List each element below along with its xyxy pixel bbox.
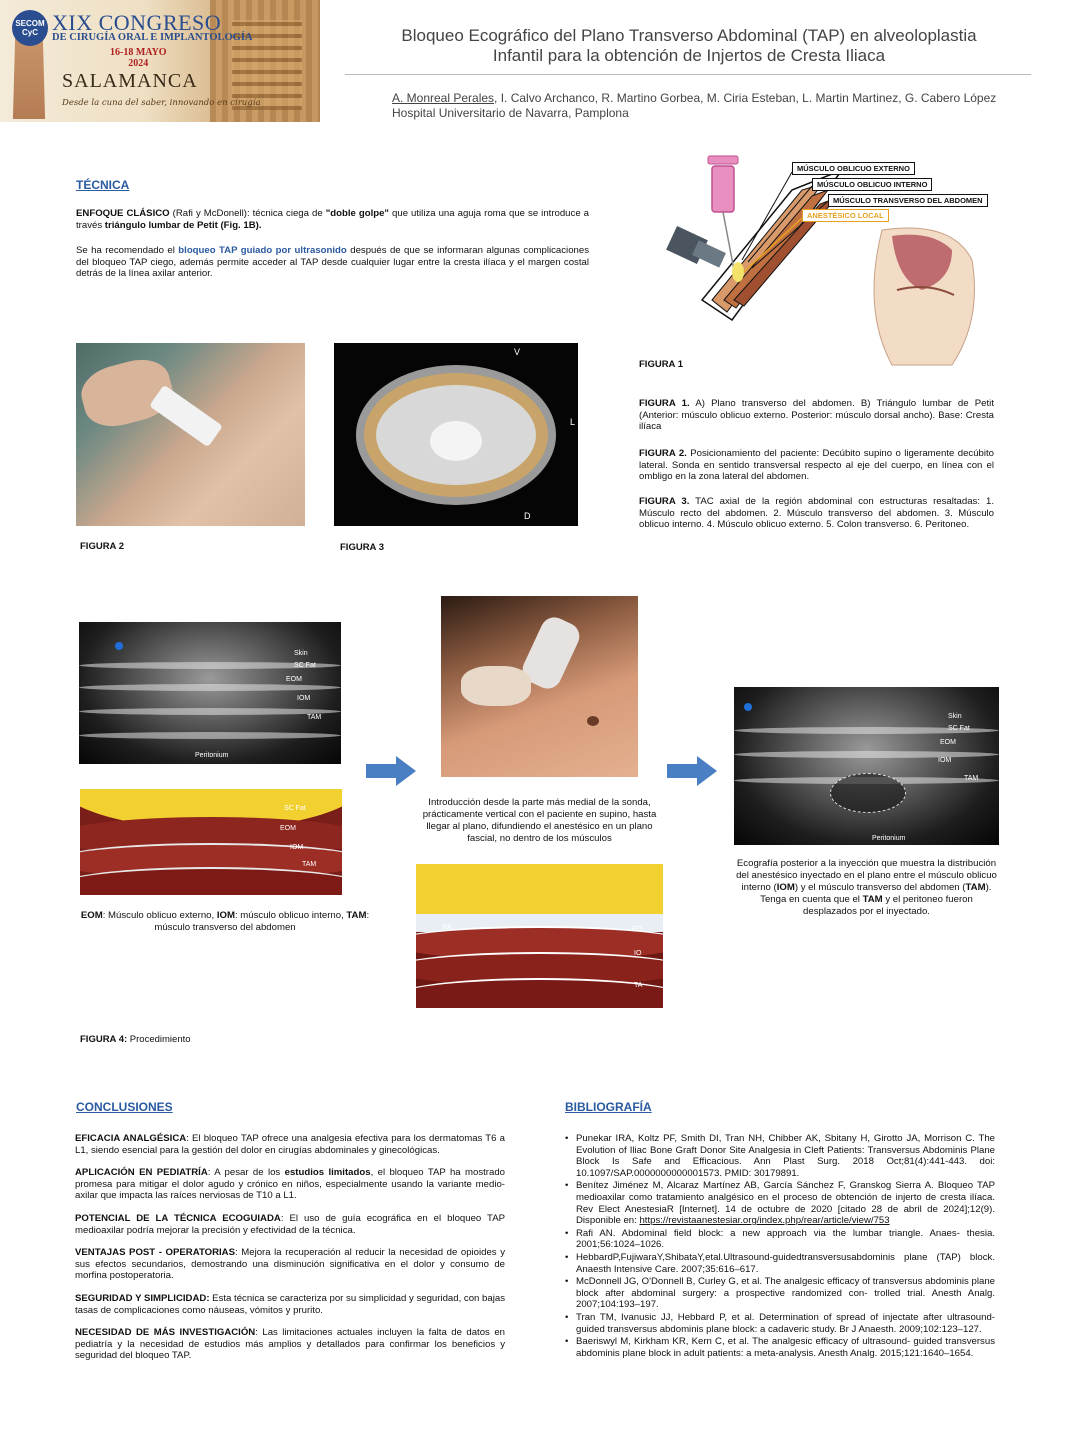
congress-city: SALAMANCA: [62, 70, 198, 92]
conclusion-text: : A pesar de los: [207, 1167, 285, 1179]
figure-2-photo: [76, 343, 305, 526]
reference-item: [565, 1336, 995, 1359]
ct-mark-l: L: [570, 417, 576, 427]
figure-3-ct-scan: [334, 343, 578, 526]
us-label-eom: EOM: [286, 676, 302, 683]
tecnica-p2-text2: después de que se informaran algunas complicaciones del bloqueo TAP ciego, además permite acceder al TAP desde cualquier lugar entre la cresta ilíaca y el margen costal detrás de la línea axilar anterior.: [76, 245, 589, 280]
reference-text: HebbardP,FujiwaraY,ShibataY,etal.Ultrasound-guidedtransversusabdominis plane (TAP) block. Anaesth Intensive Care. 2007;35:616–617.: [576, 1251, 995, 1275]
layer-fat: [416, 864, 663, 914]
other-authors: , I. Calvo Archanco, R. Martino Gorbea, M. Ciria Esteban, L. Martin Martinez, G. Cabero López: [494, 91, 997, 105]
bullet: •: [565, 1311, 569, 1323]
tecnica-p1-bold: ENFOQUE CLÁSICO: [76, 208, 170, 219]
affiliation: Hospital Universitario de Navarra, Pamplona: [392, 106, 629, 120]
bullet: •: [565, 1276, 569, 1288]
conclusion-item: [75, 1167, 505, 1202]
reference-text: McDonnell JG, O'Donnell B, Curley G, et al. The analgesic efficacy of transversus abdominis plane block after abdominal surgery: a prospective randomized con- trolled trial. Anesth Analg. 2007;104:193–197.: [576, 1276, 995, 1311]
gloved-hand: [461, 666, 531, 706]
bullet: •: [565, 1227, 569, 1239]
conclusion-item: [75, 1247, 505, 1282]
conclusion-text: : El bloqueo TAP ofrece una analgesia efectiva para los dermatomas T6 a L1, siendo esencial para la gestión del dolor en cirugías abdominales y ginecológicas.: [75, 1133, 506, 1156]
tecnica-p1-bold2: "doble golpe": [325, 208, 389, 219]
reference-link[interactable]: https://revistaanestesiar.org/index.php/rear/article/view/753: [639, 1215, 890, 1227]
conclusion-bold: NECESIDAD DE MÁS INVESTIGACIÓN: [75, 1327, 256, 1339]
conclusion-text: : El uso de guía ecográfica en el bloqueo TAP medioaxilar podría mejorar la precisión y efectividad de la técnica.: [75, 1212, 505, 1236]
bullet: •: [565, 1336, 569, 1348]
legend-eom-text: : Músculo oblicuo externo,: [102, 910, 217, 921]
bullet: •: [565, 1180, 569, 1192]
reference-item: [565, 1252, 995, 1275]
anat2-label-ra: RA: [442, 924, 452, 931]
us-label-iom: IOM: [297, 695, 311, 702]
tecnica-p1-bold3: triángulo lumbar de Petit: [104, 219, 218, 231]
poster-title-line1: Bloqueo Ecográfico del Plano Transverso Abdominal (TAP) en alveoloplastia: [401, 26, 977, 45]
congress-subtitle: DE CIRUGÍA ORAL E IMPLANTOLOGÍA: [52, 32, 253, 43]
us-band: [79, 684, 341, 691]
anat2-label-eo: EO: [632, 926, 643, 933]
layer-tam: [80, 867, 342, 895]
post-cap-tam: TAM: [965, 882, 986, 893]
injection-caption: Introducción desde la parte más medial de la sonda, prácticamente vertical con el paciente en supino, hasta llegar al plano, difundiendo el anestésico en un plano fascial, no dentro de los músculos: [422, 797, 657, 844]
post-cap-iom: IOM: [776, 882, 795, 893]
figure-3-caption-bold: FIGURA 3.: [639, 496, 690, 507]
ct-mark-d: D: [524, 511, 531, 521]
reference-item: [565, 1276, 995, 1311]
reference-text: Baeriswyl M, Kirkham KR, Kern C, et al. The analgesic efficacy of ultrasound- guided transversus abdominis plane block in adult patients: a meta-analysis. Anesth Analg. 2015;121:1640–1654.: [576, 1336, 995, 1359]
anatomy-layers-1: [80, 789, 342, 895]
legend-iom-abbr: IOM: [216, 910, 235, 921]
conclusion-bold: SEGURIDAD Y SIMPLICIDAD:: [75, 1292, 210, 1304]
conclusion-text2: , el bloqueo TAP ha mostrado promesa para mitigar el dolor agudo y crónico en niños, especialmente usando la variante medio-axilar que impacta las raíces nerviosas de T10 a L1.: [75, 1167, 506, 1202]
congress-banner: [0, 0, 320, 122]
ct-mark-v: V: [514, 347, 521, 357]
tecnica-p1-text2: que utiliza una aguja roma que se introduce a través: [76, 208, 590, 231]
title-divider: [345, 74, 1031, 75]
reference-text: Benítez Jiménez M, Alcaraz Martínez AB, García Sánchez F, Granskog Sierra A. Bloqueo TAP medioaxilar como tratamiento analgésico en el proceso de obtención de injerto de cresta ilíaca. Rev Elect AnestesiaR [Internet]. 14 de octubre de 2020 [citado 28 de abril de 2024];12(9). Disponible en:: [576, 1180, 995, 1227]
bibliografia-list: [565, 1133, 995, 1359]
us-marker-dot: [115, 642, 123, 650]
figure-1-caption-text: A) Plano transverso del abdomen. B) Triángulo lumbar de Petit (Anterior: músculo oblicuo externo. Posterior: músculo dorsal ancho). Base: Cresta ilíaca: [639, 398, 994, 433]
legend-eom-abbr: EOM: [80, 910, 103, 921]
tecnica-heading: TÉCNICA: [76, 178, 130, 192]
conclusiones-list: [75, 1133, 505, 1362]
us2-label-skin: Skin: [948, 713, 962, 720]
post-cap-c: ) y el músculo transverso del abdomen (: [794, 882, 966, 893]
bibliografia-heading: BIBLIOGRAFÍA: [565, 1100, 652, 1114]
conclusion-bold: VENTAJAS POST - OPERATORIAS: [75, 1247, 236, 1259]
us-label-skin: Skin: [294, 650, 308, 657]
first-author: A. Monreal Perales: [392, 91, 495, 105]
post-cap-g: y el peritoneo fueron desplazados por el inyectado.: [803, 894, 973, 917]
bullet: •: [565, 1251, 569, 1263]
congress-motto: Desde la cuna del saber, innovando en cirugía: [62, 98, 261, 108]
society-logo-text: SECOM CyC: [15, 19, 45, 37]
injectate-pocket: [830, 773, 906, 813]
congress-dates-days: 16-18 MAYO: [110, 47, 167, 58]
right-arrow-icon: [667, 756, 717, 786]
figure-3-caption-text: TAC axial de la región abdominal con estructuras resaltadas: 1. Músculo recto del abdomen. 2. Músculo transverso del abdomen. 3. Músculo oblicuo interno. 4. Músculo oblicuo externo. 5. Colon transverso. 6. Peritoneo.: [639, 496, 994, 531]
conclusion-item: [75, 1133, 505, 1156]
post-cap-tam2: TAM: [862, 894, 883, 905]
conclusion-item: [75, 1327, 505, 1362]
reference-text: Tran TM, Ivanusic JJ, Hebbard P, et al. Determination of spread of injectate after ultrasound-guided transversus abdominis plane block: a cadaveric study. Br J Anaesth. 2009;102:123–127.: [576, 1311, 995, 1335]
tecnica-paragraph-1: [76, 208, 589, 231]
bullet: •: [565, 1133, 569, 1144]
label-anestesico-local: ANESTÉSICO LOCAL: [802, 209, 889, 222]
right-arrow-icon: [366, 756, 416, 786]
congress-dates-year: 2024: [128, 58, 149, 69]
figure-1-caption: [639, 398, 994, 433]
anat-label-eom: EOM: [280, 825, 296, 832]
anat2-label-ta: TA: [634, 982, 643, 989]
label-oblicuo-interno: MÚSCULO OBLICUO INTERNO: [812, 178, 932, 191]
navel: [587, 716, 599, 726]
us2-label-tam: TAM: [964, 775, 979, 782]
us2-label-peritonium: Peritonium: [872, 835, 906, 842]
figure-3-caption: [639, 496, 994, 531]
us-marker-dot: [744, 703, 752, 711]
us-label-peritonium: Peritonium: [195, 752, 229, 759]
tecnica-p1-ref: (Fig. 1B).: [217, 219, 262, 231]
figure-1-label: FIGURA 1: [639, 359, 683, 370]
reference-text: Rafi AN. Abdominal field block: a new approach via the lumbar triangle. Anaes- thesia. 2001;56:1024–1026.: [576, 1227, 995, 1251]
us-label-tam: TAM: [307, 714, 322, 721]
tecnica-paragraph-2: [76, 245, 589, 280]
poster-title: [345, 26, 1033, 66]
post-cap-a: Ecografía posterior a la inyección que muestra la distribución del anestésico inyectado en el plano entre el músculo oblicuo interno (: [736, 858, 997, 893]
anat-label-iom: IOM: [290, 844, 304, 851]
reference-item: [565, 1312, 995, 1335]
us-band: [734, 751, 999, 758]
authors-line: [392, 91, 1032, 106]
us2-label-iom: IOM: [938, 757, 952, 764]
us-band: [79, 732, 341, 739]
anat2-label-io: IO: [634, 950, 642, 957]
legend-iom-text: : músculo oblicuo interno,: [234, 910, 347, 921]
conclusion-text: : Las limitaciones actuales incluyen la falta de datos en pediatría y la necesidad de estudios más amplios y detallados para confirmar los beneficios y seguridad del bloqueo TAP.: [75, 1327, 505, 1362]
ct-spine: [430, 421, 482, 461]
figure-1-caption-bold: FIGURA 1.: [639, 398, 690, 409]
anatomy-layers-2: [416, 864, 663, 1008]
figure-4-legend: [80, 910, 370, 934]
us-band: [79, 708, 341, 715]
figure-2-caption: [639, 448, 994, 483]
poster-title-line2: Infantil para la obtención de Injertos de Cresta Iliaca: [492, 46, 886, 65]
figure-2-caption-text: Posicionamiento del paciente: Decúbito supino o ligeramente decúbito lateral. Sonda en sentido transversal respecto al eje del cuerpo, en línea con el ombligo en la zona lateral del abdomen.: [639, 448, 995, 483]
figure-3-label: FIGURA 3: [340, 542, 384, 553]
figure-2-label: FIGURA 2: [80, 541, 124, 552]
us2-label-sc-fat: SC Fat: [948, 725, 970, 732]
conclusion-bold2: estudios limitados: [284, 1167, 371, 1179]
congress-title: XIX CONGRESO: [52, 10, 222, 35]
figure-4-label-text: Procedimiento: [127, 1034, 191, 1045]
us2-label-eom: EOM: [940, 739, 956, 746]
reference-item: [565, 1133, 995, 1179]
reference-item: [565, 1180, 995, 1226]
us-label-sc-fat: SC Fat: [294, 662, 316, 669]
injection-photo: [441, 596, 638, 777]
anat-label-sc-fat: SC Fat: [284, 805, 306, 812]
label-oblicuo-externo: MÚSCULO OBLICUO EXTERNO: [792, 162, 915, 175]
figure-2-caption-bold: FIGURA 2.: [639, 448, 687, 459]
tecnica-p2-text: Se ha recomendado el: [76, 245, 179, 256]
figure-4-label-bold: FIGURA 4:: [80, 1034, 128, 1045]
conclusion-text: Esta técnica se caracteriza por su simplicidad y seguridad, con bajas tasas de complicaciones como náuseas, vómitos y prurito.: [75, 1292, 505, 1316]
tecnica-p2-highlight: bloqueo TAP guiado por ultrasonido: [178, 245, 347, 256]
society-logo: [12, 10, 48, 46]
reference-item: [565, 1228, 995, 1251]
legend-tam-text: : músculo transverso del abdomen: [154, 910, 370, 933]
congress-dates: [110, 47, 167, 69]
conclusion-item: [75, 1293, 505, 1316]
legend-tam-abbr: TAM: [346, 910, 367, 921]
tecnica-p1-text: (Rafi y McDonell): técnica ciega de: [169, 208, 326, 219]
conclusion-item: [75, 1213, 505, 1236]
conclusiones-heading: CONCLUSIONES: [76, 1100, 173, 1114]
conclusion-text: : Mejora la recuperación al reducir la necesidad de opioides y sus efectos secundarios, demostrando una disminución significativa en el dolor y consumo de morfina postoperatoria.: [75, 1247, 505, 1282]
reference-text: Punekar IRA, Koltz PF, Smith DI, Tran NH, Chibber AK, Sbitany H, Girotto JA, Morrison C. The Evolution of Iliac Bone Graft Donor Site Analgesia in Cleft Patients: Transversus Abdominis Plane Block Is Safe and Efficacious. Ann Plast Surg. 2018 Oct;81(4):441-443. doi: 10.1097/SAP.0000000000001573. PMID: 30179891.: [576, 1133, 995, 1179]
ultrasound-before: [79, 622, 341, 764]
figure-1-illustration: [652, 150, 998, 370]
post-cap-e: ). Tenga en cuenta que el: [760, 882, 992, 905]
ultrasound-after: [734, 687, 999, 845]
conclusion-bold: EFICACIA ANALGÉSICA: [75, 1133, 187, 1144]
conclusion-bold: POTENCIAL DE LA TÉCNICA ECOGUIADA: [75, 1212, 281, 1224]
ultrasound-probe: [149, 385, 223, 448]
anat-label-tam: TAM: [302, 861, 317, 868]
layer-ta: [416, 978, 663, 1008]
post-injection-caption: [734, 858, 999, 918]
conclusion-bold: APLICACIÓN EN PEDIATRÍA: [75, 1167, 208, 1179]
figure-4-label: [80, 1034, 191, 1045]
label-transverso: MÚSCULO TRANSVERSO DEL ABDOMEN: [828, 194, 988, 207]
